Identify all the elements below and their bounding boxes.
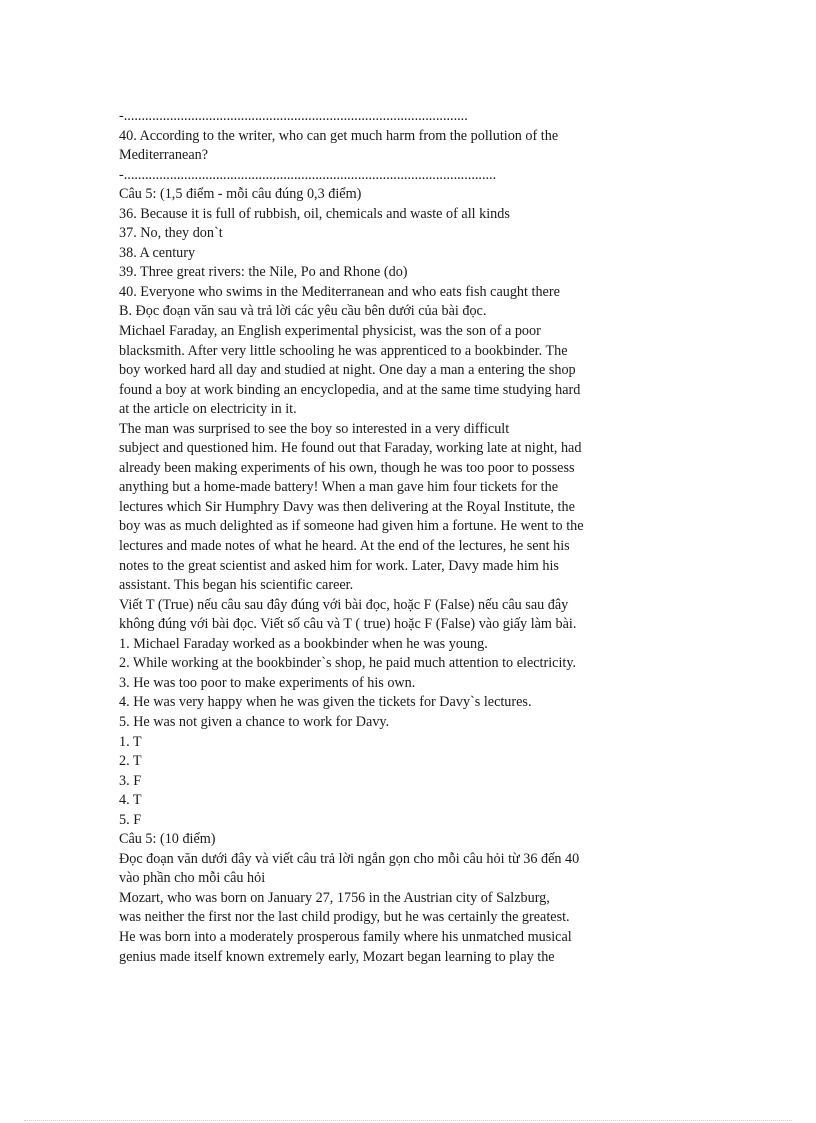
- key-1: 1. T: [119, 733, 142, 750]
- instruction-line: không đúng với bài đọc. Viết số câu và T ( true) hoặc F (False) vào giấy làm bài.: [119, 616, 577, 633]
- passage-line: notes to the great scientist and asked him for work. Later, Davy made him his: [119, 557, 559, 574]
- passage-line: blacksmith. After very little schooling he was apprenticed to a bookbinder. The: [119, 342, 568, 359]
- text-line: -.................................................................................................: [119, 108, 468, 124]
- passage-line: already been making experiments of his own, though he was too poor to possess: [119, 459, 575, 476]
- page-bottom-divider: [24, 1120, 792, 1121]
- instruction-line: vào phần cho mỗi câu hỏi: [119, 870, 266, 887]
- instruction-line: Viết T (True) nếu câu sau đây đúng với bài đọc, hoặc F (False) nếu câu sau đây: [119, 596, 569, 613]
- passage-line: was neither the first nor the last child prodigy, but he was certainly the greatest.: [119, 909, 570, 926]
- statement-3: 3. He was too poor to make experiments of his own.: [119, 674, 416, 691]
- statement-5: 5. He was not given a chance to work for Davy.: [119, 713, 390, 730]
- answer-38: 38. A century: [119, 244, 196, 261]
- passage-line: assistant. This began his scientific career.: [119, 577, 354, 594]
- section-heading: Câu 5: (1,5 điểm - mỗi câu đúng 0,3 điểm): [119, 186, 362, 203]
- passage-line: genius made itself known extremely early, Mozart began learning to play the: [119, 948, 555, 965]
- key-4: 4. T: [119, 792, 142, 809]
- answer-39: 39. Three great rivers: the Nile, Po and Rhone (do): [119, 264, 408, 281]
- instruction-line: Đọc đoạn văn dưới đây và viết câu trả lời ngắn gọn cho mỗi câu hỏi từ 36 đến 40: [119, 850, 580, 867]
- passage-line: lectures which Sir Humphry Davy was then delivering at the Royal Institute, the: [119, 498, 575, 515]
- statement-4: 4. He was very happy when he was given the tickets for Davy`s lectures.: [119, 694, 532, 711]
- text-line: -.........................................................................................................: [119, 166, 497, 183]
- key-5: 5. F: [119, 811, 142, 828]
- answer-40: 40. Everyone who swims in the Mediterranean and who eats fish caught there: [119, 283, 560, 300]
- section-heading: Câu 5: (10 điểm): [119, 831, 216, 848]
- passage-line: found a boy at work binding an encyclopedia, and at the same time studying hard: [119, 381, 581, 398]
- passage-line: anything but a home-made battery! When a man gave him four tickets for the: [119, 479, 559, 496]
- question-40: 40. According to the writer, who can get much harm from the pollution of the: [119, 127, 559, 144]
- passage-line: The man was surprised to see the boy so interested in a very difficult: [119, 420, 510, 437]
- section-instruction: B. Đọc đoạn văn sau và trả lời các yêu cầu bên dưới của bài đọc.: [119, 303, 487, 320]
- passage-line: subject and questioned him. He found out that Faraday, working late at night, had: [119, 440, 582, 457]
- passage-line: at the article on electricity in it.: [119, 401, 297, 418]
- passage-line: Mozart, who was born on January 27, 1756 in the Austrian city of Salzburg,: [119, 889, 550, 906]
- answer-36: 36. Because it is full of rubbish, oil, chemicals and waste of all kinds: [119, 205, 510, 222]
- statement-2: 2. While working at the bookbinder`s shop, he paid much attention to electricity.: [119, 655, 577, 672]
- passage-line: He was born into a moderately prosperous family where his unmatched musical: [119, 928, 572, 945]
- passage-line: Michael Faraday, an English experimental physicist, was the son of a poor: [119, 323, 541, 340]
- passage-line: boy worked hard all day and studied at night. One day a man a entering the shop: [119, 362, 576, 379]
- statement-1: 1. Michael Faraday worked as a bookbinder when he was young.: [119, 635, 488, 652]
- passage-line: boy was as much delighted as if someone had given him a fortune. He went to the: [119, 518, 584, 535]
- key-2: 2. T: [119, 753, 142, 770]
- text-line: Mediterranean?: [119, 147, 209, 164]
- document-body: [119, 107, 679, 967]
- passage-line: lectures and made notes of what he heard. At the end of the lectures, he sent his: [119, 538, 570, 555]
- answer-37: 37. No, they don`t: [119, 225, 223, 242]
- key-3: 3. F: [119, 772, 142, 789]
